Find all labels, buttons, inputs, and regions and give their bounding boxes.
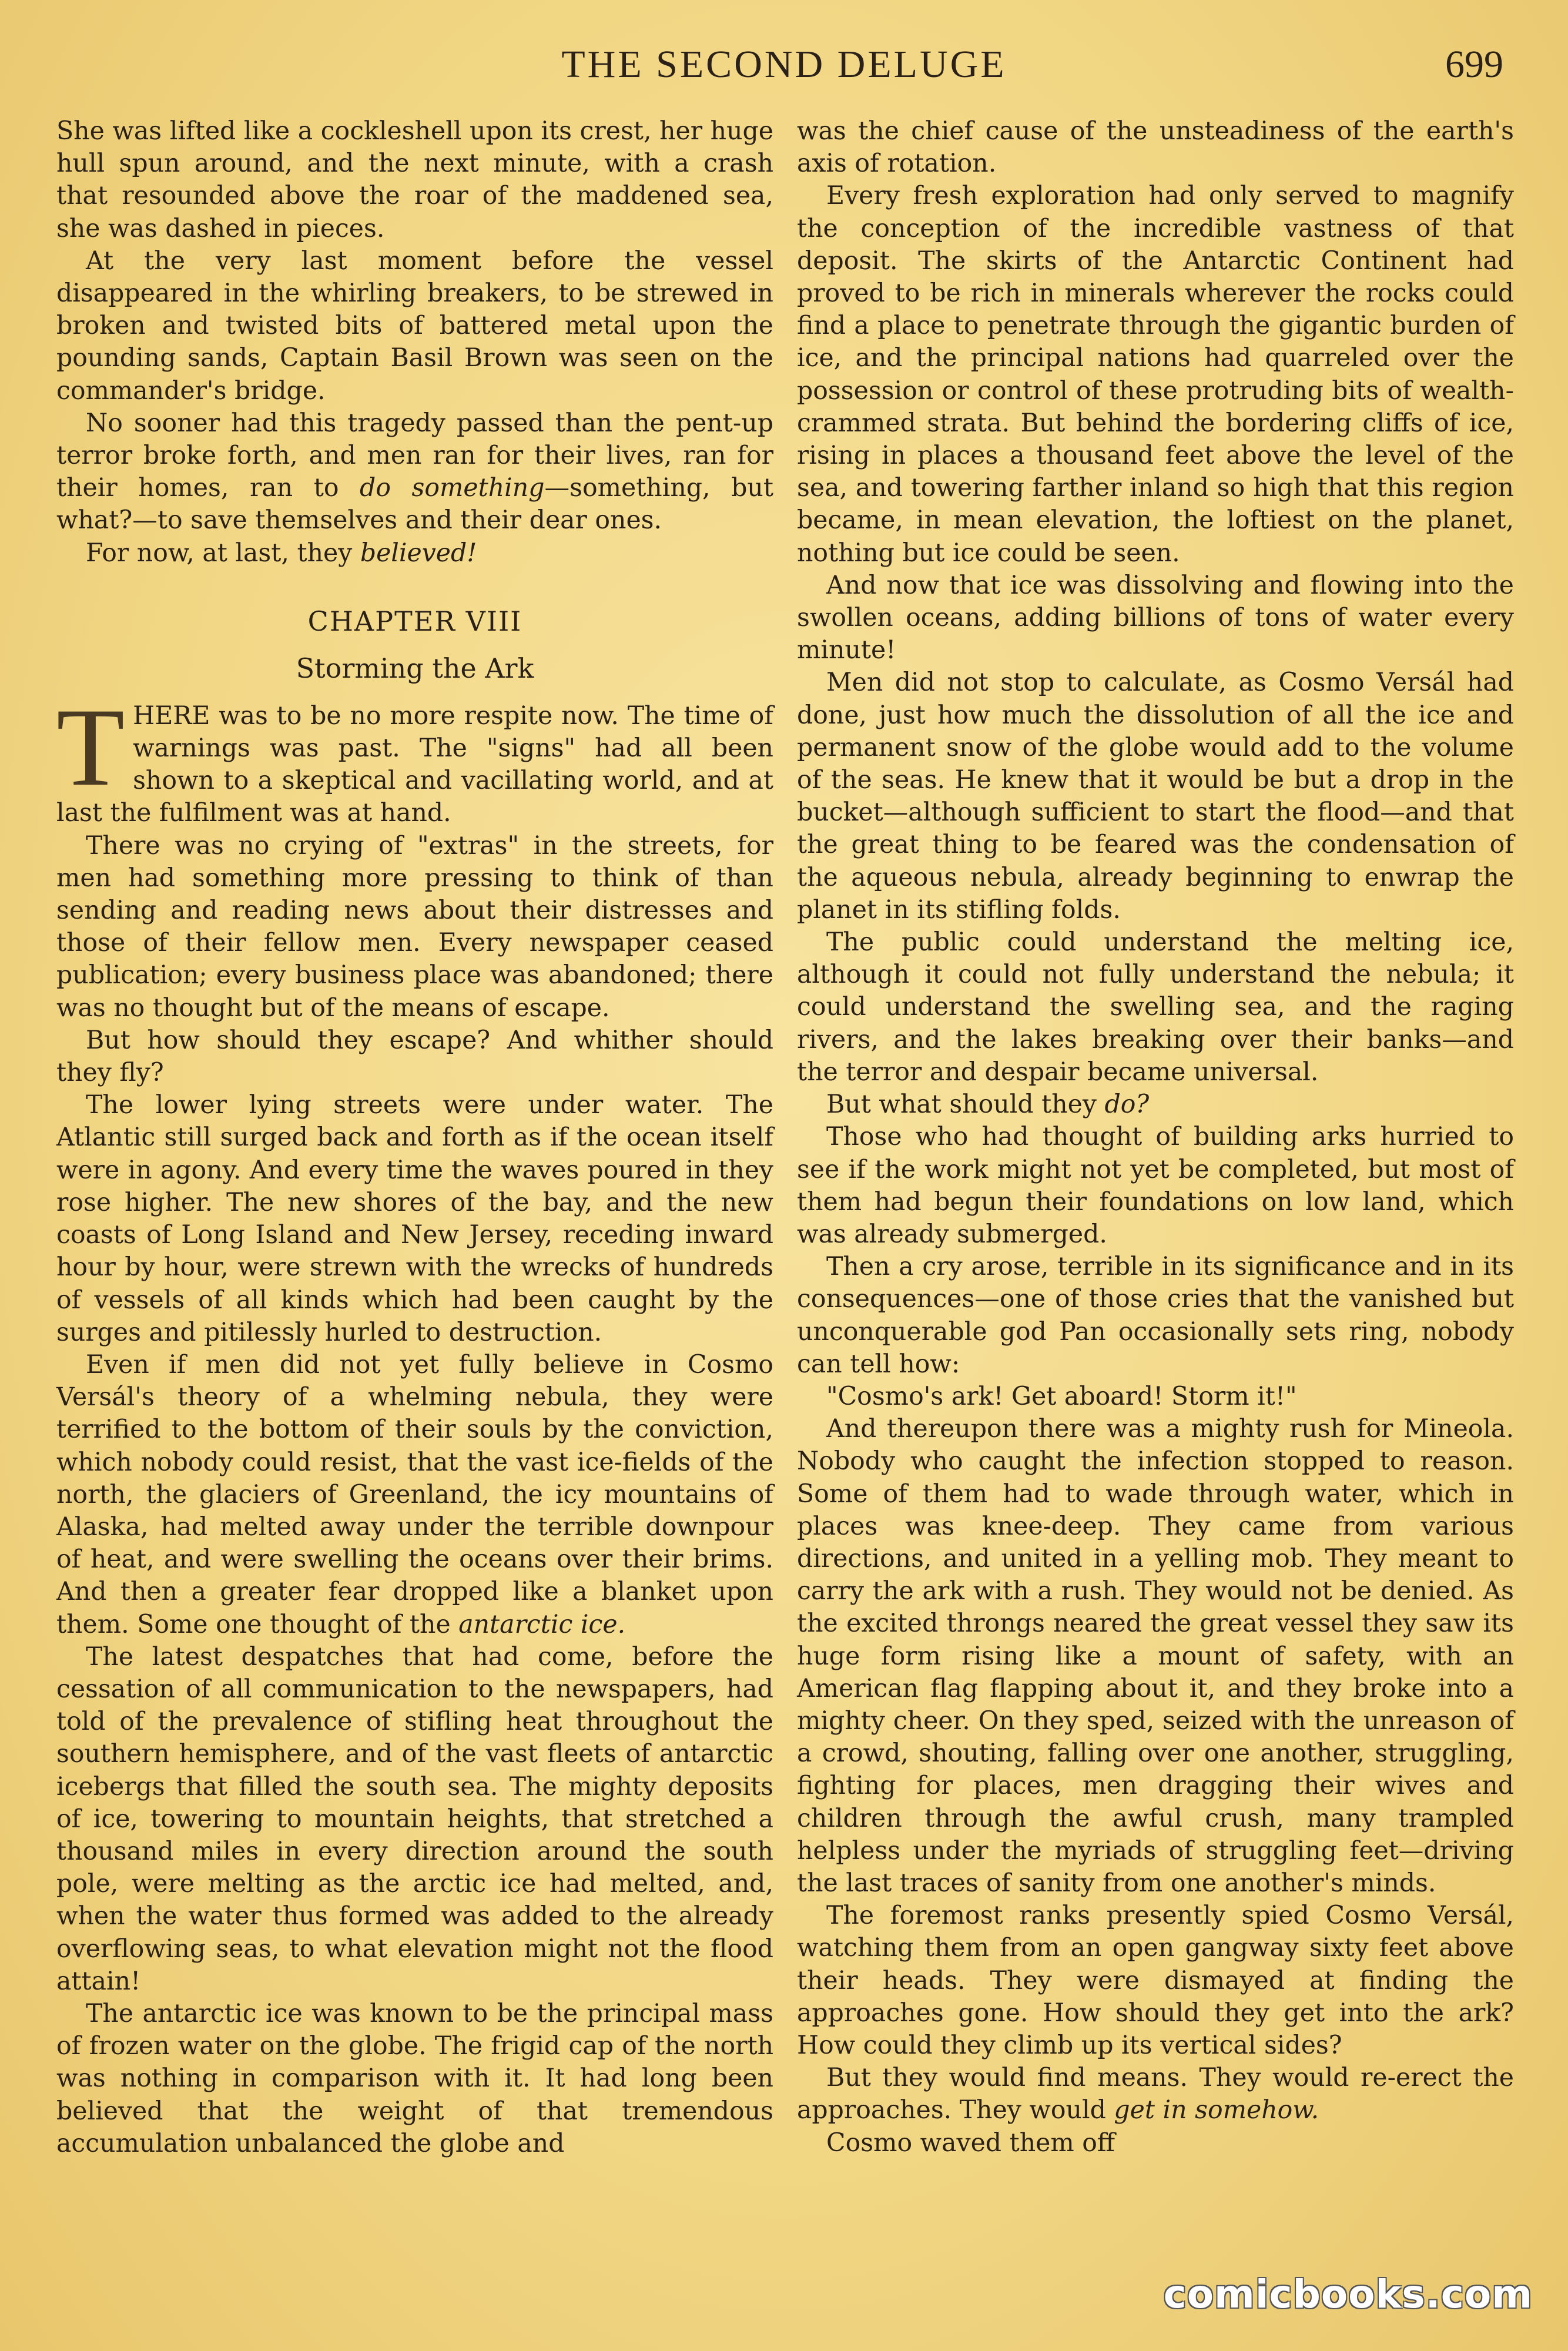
running-head: THE SECOND DELUGE xyxy=(561,43,1007,86)
paragraph: Those who had thought of building arks hurried to see if the work might not yet be completed, but most of them had begun their foundations on low land, which was already submerged. xyxy=(797,1122,1514,1249)
italic-text: believed! xyxy=(360,538,477,568)
paragraph: And thereupon there was a mighty rush for Mineola. Nobody who caught the infection stopped to reason. Some of them had to wade through water, which in places was knee-deep. They came from various directions, and united in a yelling mob. They meant to carry the ark with a rush. They would not be denied. As the excited throngs neared the great vessel they saw its huge form rising like a mount of safety, with an American flag flapping about it, and they broke into a mighty cheer. On they sped, seized with the unreason of a crowd, shouting, falling over one another, struggling, fighting for places, men dragging their wives and children through the awful crush, many trampled helpless under the myriads of struggling feet—driving the last traces of sanity from one another's minds. xyxy=(797,1414,1514,1898)
paragraph: There was no crying of "extras" in the streets, for men had something more pressing to think of than sending and reading news about their distresses and those of their fellow men. Every newspaper ceased publication; every business place was abandoned; there was no thought but of the means of escape. xyxy=(56,830,773,1023)
italic-text: do? xyxy=(1104,1090,1150,1120)
italic-text: get in somehow. xyxy=(1114,2095,1319,2125)
paragraph xyxy=(56,537,773,570)
paragraph: Every fresh exploration had only served to magnify the conception of the incredible vastness of that deposit. The skirts of the Antarctic Continent had proved to be rich in minerals wherever the rocks could find a place to penetrate through the gigantic burden of ice, and the principal nations had quarreled over the possession or control of these protruding bits of wealth-crammed strata. But behind the bordering cliffs of ice, rising in places a thousand feet above the level of the sea, and towering farther inland so high that this region became, in mean elevation, the loftiest on the planet, nothing but ice could be seen. xyxy=(797,181,1514,568)
paragraph: And now that ice was dissolving and flowing into the swollen oceans, adding billions of tons of water every minute! xyxy=(797,570,1514,665)
paragraph: "Cosmo's ark! Get aboard! Storm it!" xyxy=(826,1381,1297,1411)
text-run: No sooner had this tragedy passed than the pent-up terror broke forth, and men ran for their lives, ran for their homes, ran to xyxy=(56,408,773,503)
paragraph: The foremost ranks presently spied Cosmo Versál, watching them from an open gangway sixty feet above their heads. They were dismayed at finding the approaches gone. How should they get into the ark? How could they climb up its vertical sides? xyxy=(797,1901,1514,2060)
text-run: For now, at last, they xyxy=(86,538,360,568)
paragraph: But how should they escape? And whither should they fly? xyxy=(56,1025,773,1088)
paragraph: Men did not stop to calculate, as Cosmo Versál had done, just how much the dissolution of all the ice and permanent snow of the globe would add to the volume of the seas. He knew that it would be but a drop in the bucket—although sufficient to start the flood—and that the great thing to be feared was the condensation of the aqueous nebula, already beginning to enwrap the planet in its stifling folds. xyxy=(797,668,1514,925)
paragraph: The latest despatches that had come, before the cessation of all communication to the newspapers, had told of the prevalence of stifling heat throughout the southern hemisphere, and of the vast fleets of antarctic icebergs that filled the south sea. The mighty deposits of ice, towering to mountain heights, that stretched a thousand miles in every direction around the south pole, were melting as the arctic ice had melted, and, when the water thus formed was added to the already overflowing seas, to what elevation might not the flood attain! xyxy=(56,1642,773,1996)
left-column xyxy=(56,115,773,2160)
paragraph: At the very last moment before the vessel disappeared in the whirling breakers, to be strewed in broken and twisted bits of battered metal upon the pounding sands, Captain Basil Brown was seen on the commander's bridge. xyxy=(56,246,773,406)
text-run: —something, but what?—to save themselves and their dear ones. xyxy=(56,473,773,535)
paragraph xyxy=(797,2062,1514,2126)
chapter-number: CHAPTER VIII xyxy=(307,605,522,637)
chapter-title: Storming the Ark xyxy=(296,652,534,684)
right-column xyxy=(797,115,1514,2159)
text-run: But what should they xyxy=(826,1090,1105,1120)
drop-cap: T xyxy=(56,685,125,809)
page-header xyxy=(0,42,1568,101)
paragraph: Cosmo waved them off xyxy=(826,2128,1115,2158)
paragraph xyxy=(56,685,773,830)
paragraph: The public could understand the melting ice, although it could not fully understand the nebula; it could understand the swelling sea, and the raging rivers, and the lakes breaking over their banks—and the terror and despair became universal. xyxy=(797,927,1514,1087)
paragraph: The antarctic ice was known to be the principal mass of frozen water on the globe. The frigid cap of the north was nothing in comparison with it. It had long been believed that the weight of that tremendous accumulation unbalanced the globe and xyxy=(56,1998,773,2158)
paragraph xyxy=(56,1349,773,1641)
italic-text: antarctic ice. xyxy=(458,1609,626,1639)
paragraph: Then a cry arose, terrible in its significance and in its consequences—one of those cries that the vanished but unconquerable god Pan occasionally sets ring, nobody can tell how: xyxy=(797,1252,1514,1379)
text-run: But they would find means. They would re-erect the approaches. They would xyxy=(797,2063,1514,2125)
chapter-heading xyxy=(56,604,773,686)
paragraph: The lower lying streets were under water. The Atlantic still surged back and forth as if the ocean itself were in agony. And every time the waves poured in they rose higher. The new shores of the bay, and the new coasts of Long Island and New Jersey, receding inward hour by hour, were strewn with the wrecks of hundreds of vessels of all kinds which had been caught by the surges and pitilessly hurled to destruction. xyxy=(56,1090,773,1347)
text-run: HERE was to be no more respite now. The time of warnings was past. The "signs" had all been shown to a skeptical and vacillating world, and at last the fulfilment was at hand. xyxy=(56,701,773,828)
site-watermark: comicbooks.com xyxy=(1163,2272,1533,2317)
paragraph xyxy=(56,407,773,537)
italic-text: do something xyxy=(360,473,545,503)
page-number: 699 xyxy=(1445,43,1503,86)
paragraph: She was lifted like a cockleshell upon its crest, her huge hull spun around, and the next minute, with a crash that resounded above the roar of the maddened sea, she was dashed in pieces. xyxy=(56,116,773,243)
paragraph xyxy=(797,1089,1514,1121)
text-run: Even if men did not yet fully believe in Cosmo Versál's theory of a whelming nebula, they were terrified to the bottom of their souls by the conviction, which nobody could resist, that the vast ice-fields of the north, the glaciers of Greenland, the icy mountains of Alaska, had melted away under the terrible downpour of heat, and were swelling the oceans over their brims. And then a greater fear dropped like a blanket upon them. Some one thought of the xyxy=(56,1349,773,1639)
paragraph: was the chief cause of the unsteadiness of the earth's axis of rotation. xyxy=(797,116,1514,179)
